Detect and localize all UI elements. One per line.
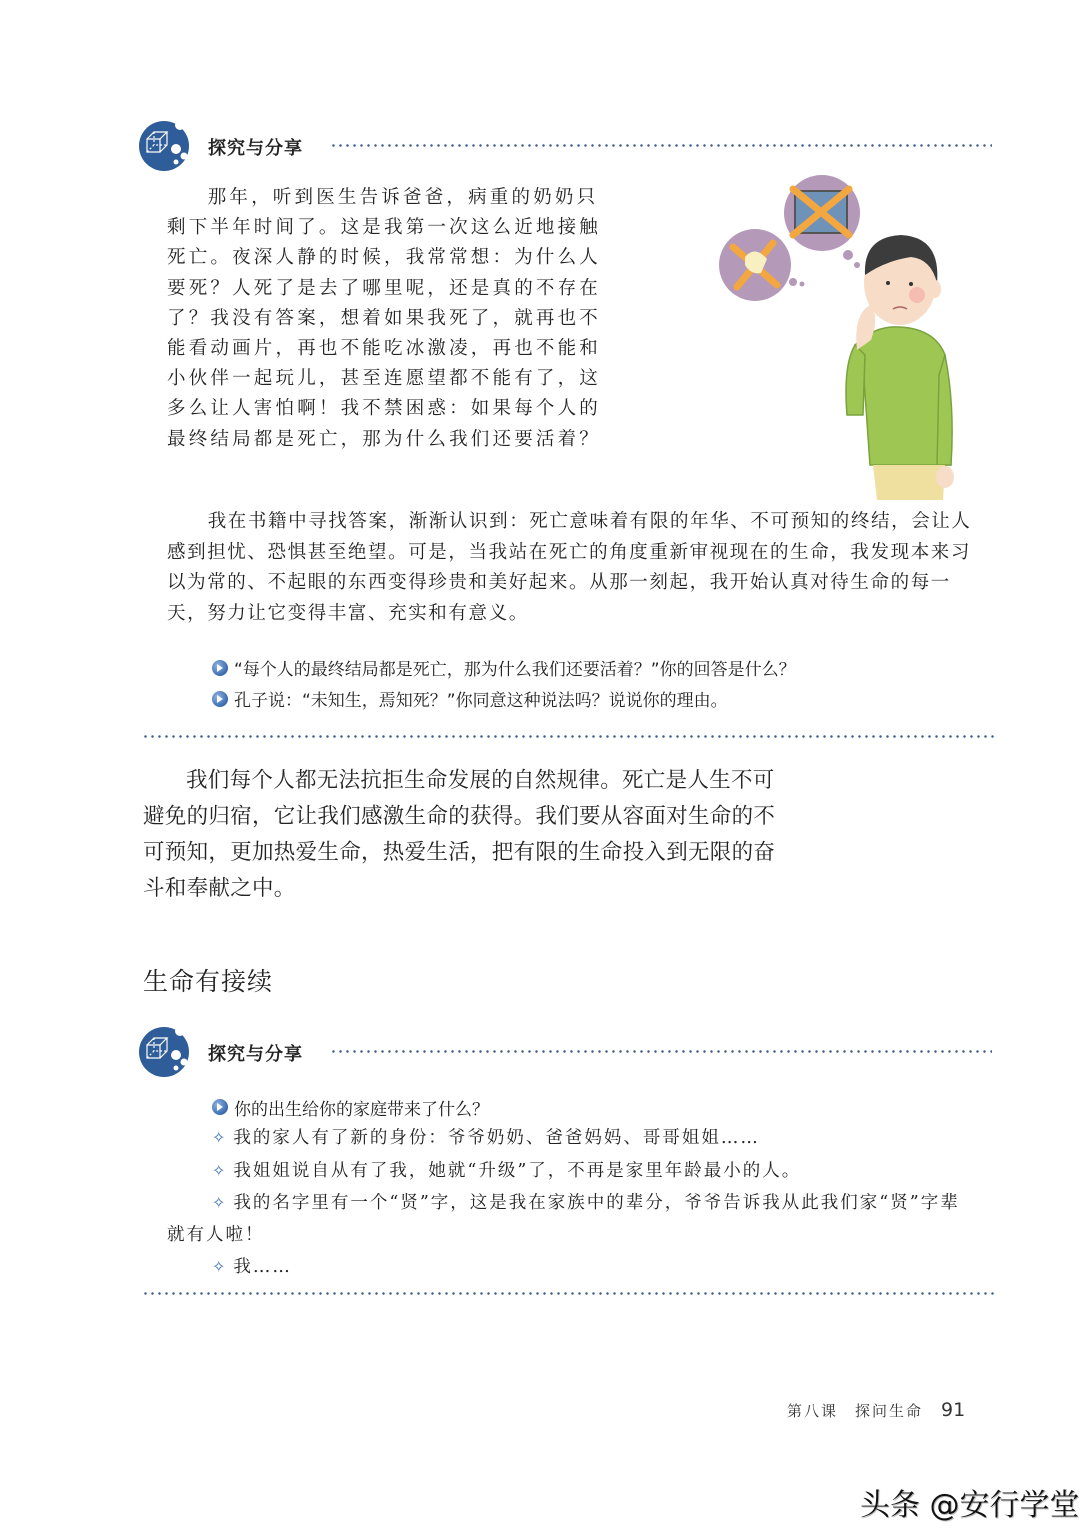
question-text: 你的出生给你的家庭带来了什么？ bbox=[234, 1099, 489, 1120]
answer-item: ✧ 我…… bbox=[212, 1257, 292, 1277]
dotted-divider bbox=[142, 1292, 994, 1295]
story-paragraph: 那年，听到医生告诉爸爸，病重的奶奶只剩下半年时间了。这是我第一次这么近地接触死亡。夜深人静的时候，我常常想：为什么人要死？人死了是去了哪里呢，还是真的不存在了？我没有答案，想着如果我死了，就再也不能看动画片，再也不能吃冰激凌，再也不能和小伙伴一起玩儿，甚至连愿望都不能有了，这多么让人害怕啊！我不禁困惑：如果每个人的最终结局都是死亡，那为什么我们还要活着？ bbox=[167, 187, 602, 450]
answer-item: ✧ 我姐姐说自从有了我，她就“升级”了，不再是家里年龄最小的人。 bbox=[212, 1160, 802, 1181]
explore-share-icon bbox=[138, 117, 194, 173]
story-text-continued bbox=[167, 507, 977, 629]
arrow-bullet-icon bbox=[212, 1099, 228, 1115]
question-item bbox=[212, 652, 992, 683]
page-footer bbox=[787, 1399, 965, 1421]
page-number: 91 bbox=[941, 1399, 966, 1421]
body-paragraph: 我们每个人都无法抗拒生命发展的自然规律。死亡是人生不可避免的归宿，它让我们感激生命的获得。我们要从容面对生命的不可预知，更加热爱生命，热爱生活，把有限的生命投入到无限的奋斗和奉献之中。 bbox=[143, 768, 776, 901]
dotted-divider bbox=[330, 1050, 992, 1053]
arrow-bullet-icon bbox=[212, 660, 228, 676]
answer-item: ✧ 我的家人有了新的身份：爷爷奶奶、爸爸妈妈、哥哥姐姐…… bbox=[212, 1128, 760, 1148]
diamond-bullet-icon: ✧ bbox=[212, 1160, 228, 1180]
dotted-divider bbox=[330, 144, 992, 147]
question-text: “每个人的最终结局都是死亡，那为什么我们还要活着？”你的回答是什么？ bbox=[234, 660, 796, 680]
question-text: 孔子说：“未知生，焉知死？”你同意这种说法吗？说说你的理由。 bbox=[234, 691, 728, 711]
explore-share-icon bbox=[138, 1023, 194, 1079]
share-content bbox=[167, 1092, 977, 1284]
diamond-bullet-icon: ✧ bbox=[212, 1257, 228, 1276]
question-item bbox=[212, 683, 992, 714]
section-title: 探究与分享 bbox=[208, 1044, 303, 1065]
answer-list bbox=[167, 1122, 977, 1284]
story-paragraph: 我在书籍中寻找答案，渐渐认识到：死亡意味着有限的年华、不可预知的终结，会让人感到担忧、恐惧甚至绝望。可是，当我站在死亡的角度重新审视现在的生命，我发现本来习以为常的、不起眼的东西变得珍贵和美好起来。从那一刻起，我开始认真对待生命的每一天，努力让它变得丰富、充实和有意义。 bbox=[167, 511, 972, 624]
diamond-bullet-icon: ✧ bbox=[212, 1193, 228, 1212]
main-body-text bbox=[143, 763, 793, 907]
story-text bbox=[167, 183, 617, 455]
chapter-label: 第八课 探问生命 bbox=[787, 1402, 924, 1420]
arrow-bullet-icon bbox=[212, 691, 228, 707]
dotted-divider bbox=[142, 735, 994, 738]
watermark: 头条 @安行学堂 bbox=[860, 1488, 1080, 1523]
section-title: 探究与分享 bbox=[208, 138, 303, 159]
subsection-heading: 生命有接续 bbox=[143, 967, 274, 996]
share-section-header bbox=[138, 1023, 998, 1083]
diamond-bullet-icon: ✧ bbox=[212, 1128, 228, 1147]
question-list bbox=[212, 652, 992, 714]
question-item bbox=[212, 1092, 977, 1122]
boy-thinking-illustration bbox=[705, 165, 985, 505]
answer-item: ✧ 我的名字里有一个“贤”字，这是我在家族中的辈分，爷爷告诉我从此我们家“贤”字辈就有人啦！ bbox=[167, 1193, 960, 1245]
